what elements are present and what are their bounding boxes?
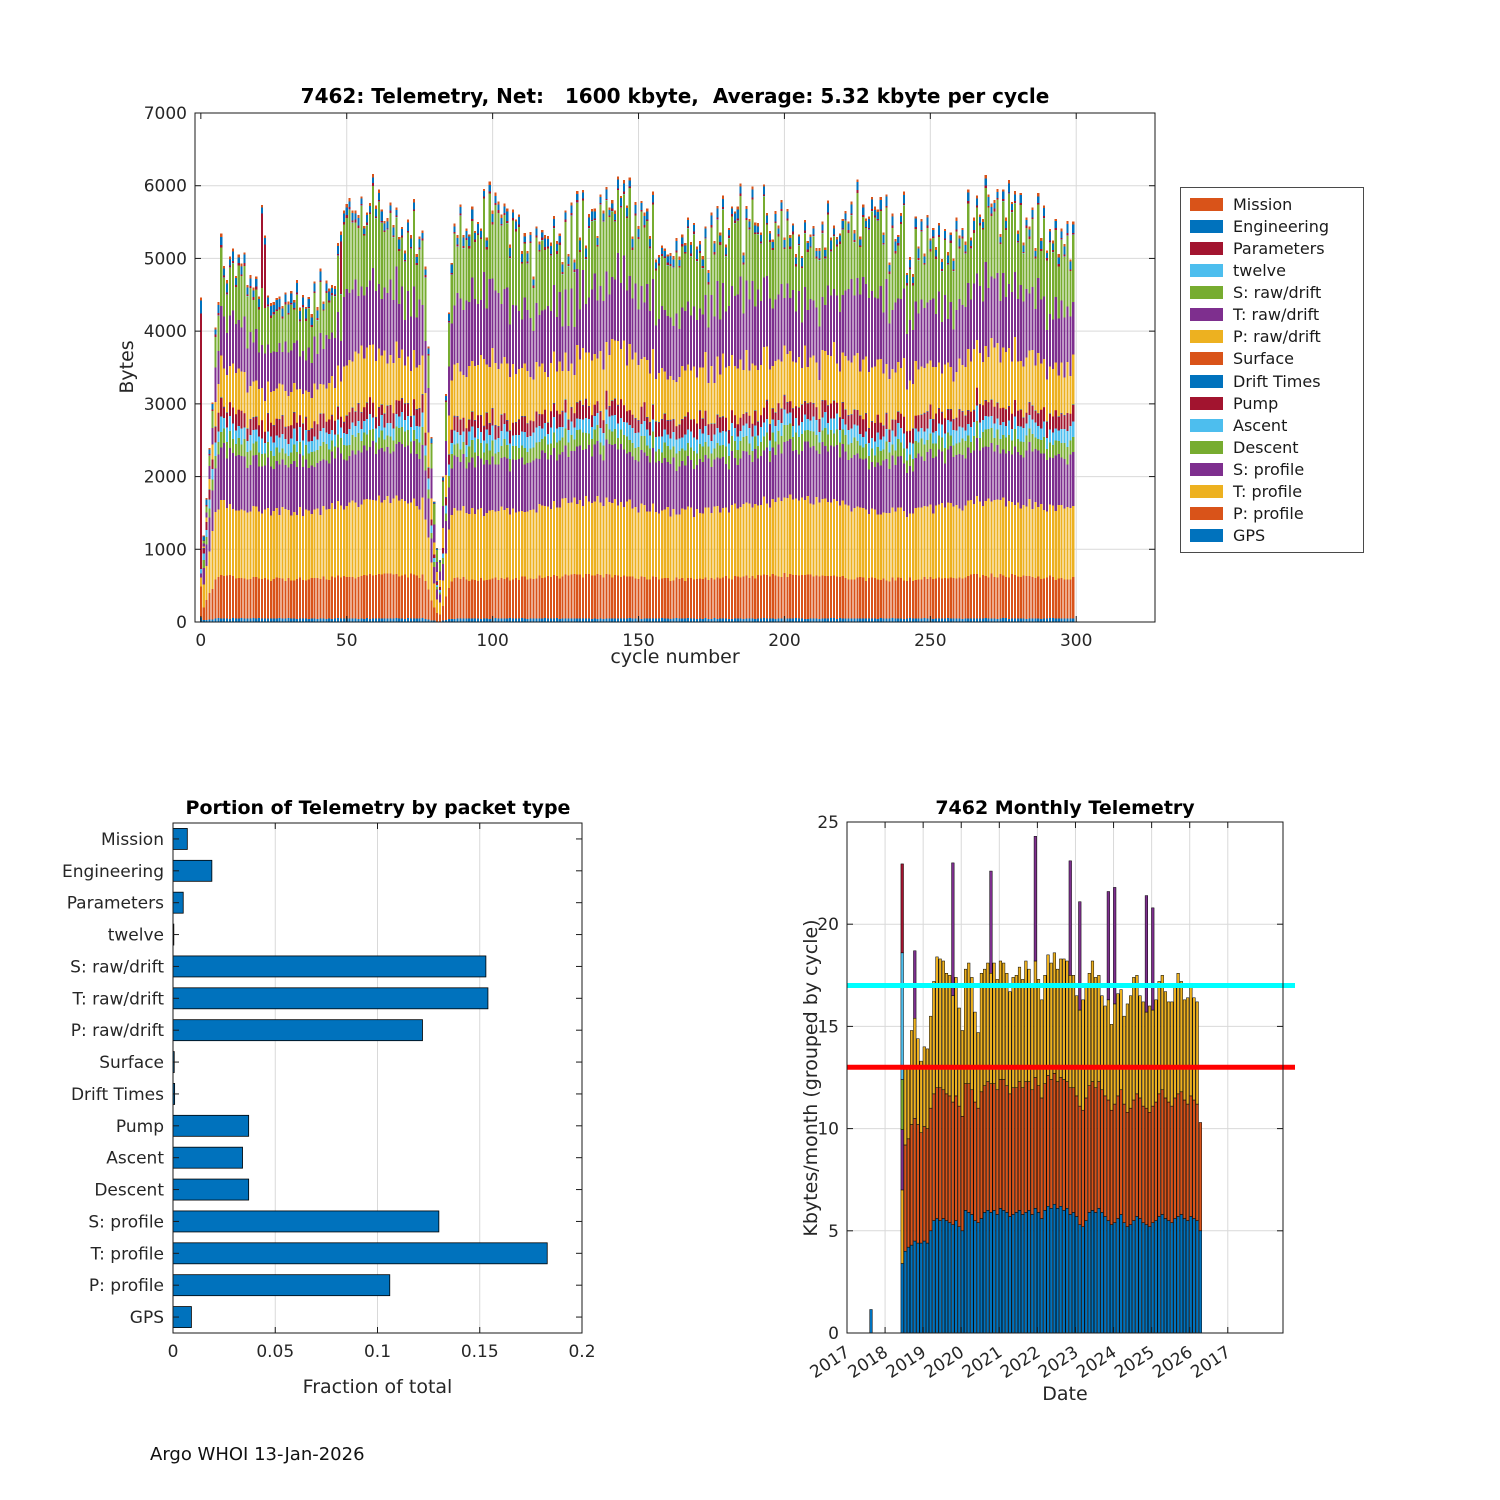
portion-chart [62, 823, 596, 1362]
legend-entry-twelve [1181, 260, 1363, 280]
cycle-chart-xlabel: cycle number [610, 646, 740, 668]
legend-entry-p-raw-drift [1181, 327, 1363, 347]
svg-text:100: 100 [476, 631, 509, 651]
legend-swatch [1190, 308, 1223, 321]
svg-text:0.15: 0.15 [460, 1342, 499, 1362]
legend-entry-engineering [1181, 216, 1363, 236]
legend-swatch [1190, 352, 1223, 365]
legend-entry-p-profile [1181, 504, 1363, 524]
svg-text:5000: 5000 [143, 249, 187, 270]
legend-label: Drift Times [1233, 371, 1321, 391]
svg-text:T: raw/drift: T: raw/drift [72, 989, 164, 1010]
svg-text:1000: 1000 [143, 540, 187, 561]
legend-swatch [1190, 463, 1223, 476]
svg-text:Parameters: Parameters [66, 893, 164, 914]
legend-swatch [1190, 397, 1223, 410]
legend-label: Pump [1233, 393, 1279, 413]
fraction-bar-descent [173, 1179, 249, 1200]
svg-text:0.2: 0.2 [568, 1342, 596, 1362]
legend-entry-ascent [1181, 415, 1363, 435]
svg-text:Engineering: Engineering [62, 861, 164, 882]
legend-label: twelve [1233, 260, 1286, 280]
fraction-bar-s-profile [173, 1211, 439, 1232]
fraction-bar-pump [173, 1115, 249, 1136]
fraction-bar-ascent [173, 1147, 243, 1168]
legend-swatch [1190, 220, 1223, 233]
svg-text:P: raw/drift: P: raw/drift [70, 1021, 164, 1042]
fraction-bar-p-profile [173, 1275, 390, 1296]
legend-label: S: profile [1233, 460, 1305, 480]
legend-label: Descent [1233, 437, 1299, 457]
fraction-bar-t-raw-drift [173, 988, 488, 1009]
svg-text:7000: 7000 [143, 104, 187, 124]
legend-label: GPS [1233, 526, 1266, 546]
legend-entry-t-raw-drift [1181, 305, 1363, 325]
svg-text:6000: 6000 [143, 176, 187, 197]
legend-swatch [1190, 507, 1223, 520]
portion-chart-xlabel: Fraction of total [302, 1376, 453, 1398]
legend-entry-surface [1181, 349, 1363, 369]
svg-text:0: 0 [195, 631, 207, 651]
legend-entry-parameters [1181, 238, 1363, 258]
svg-text:2000: 2000 [143, 467, 187, 488]
svg-text:0: 0 [176, 613, 187, 633]
svg-text:200: 200 [768, 631, 801, 651]
legend-label: P: raw/drift [1233, 327, 1321, 347]
legend-entry-gps [1181, 526, 1363, 546]
cycle-chart-title: 7462: Telemetry, Net: 1600 kbyte, Average: 5.32 kbyte per cycle [300, 84, 1050, 108]
legend-entry-drift-times [1181, 371, 1363, 391]
legend-entry-mission [1181, 194, 1363, 214]
svg-text:twelve: twelve [107, 925, 164, 946]
svg-text:0.1: 0.1 [363, 1342, 392, 1362]
legend-label: Parameters [1233, 238, 1325, 258]
svg-text:50: 50 [335, 631, 358, 651]
svg-text:150: 150 [622, 631, 655, 651]
svg-text:S: profile: S: profile [88, 1212, 164, 1233]
legend-label: S: raw/drift [1233, 283, 1322, 303]
telemetry-legend [1180, 187, 1364, 553]
svg-text:0.05: 0.05 [256, 1342, 295, 1362]
legend-entry-descent [1181, 437, 1363, 457]
svg-text:300: 300 [1059, 631, 1093, 651]
legend-swatch [1190, 485, 1223, 498]
legend-label: Mission [1233, 194, 1293, 214]
legend-entry-s-raw-drift [1181, 283, 1363, 303]
legend-entry-pump [1181, 393, 1363, 413]
legend-swatch [1190, 529, 1223, 542]
monthly-chart-ylabel: Kbytes/month (grouped by cycle) [800, 919, 822, 1237]
legend-swatch [1190, 286, 1223, 299]
legend-label: Surface [1233, 349, 1294, 369]
legend-label: T: raw/drift [1233, 305, 1320, 325]
svg-text:0: 0 [167, 1342, 179, 1362]
svg-text:Mission: Mission [100, 829, 164, 850]
legend-entry-s-profile [1181, 460, 1363, 480]
legend-swatch [1190, 441, 1223, 454]
bars-group [200, 174, 1075, 622]
monthly-chart-title: 7462 Monthly Telemetry [935, 797, 1195, 819]
legend-swatch [1190, 419, 1223, 432]
legend-swatch [1190, 330, 1223, 343]
svg-text:Surface: Surface [99, 1053, 164, 1074]
svg-text:4000: 4000 [143, 322, 187, 343]
legend-entry-t-profile [1181, 482, 1363, 502]
legend-label: T: profile [1233, 482, 1303, 502]
legend-swatch [1190, 198, 1223, 211]
legend-label: Ascent [1233, 415, 1288, 435]
cycle-chart [144, 104, 1155, 651]
portion-chart-title: Portion of Telemetry by packet type [185, 797, 571, 819]
footer-text: Argo WHOI 13-Jan-2026 [150, 1444, 365, 1465]
cycle-chart-ylabel: Bytes [116, 340, 138, 394]
legend-swatch [1190, 375, 1223, 388]
legend-label: Engineering [1233, 216, 1329, 236]
svg-text:250: 250 [914, 631, 947, 651]
svg-text:3000: 3000 [143, 394, 187, 415]
fraction-bar-s-raw-drift [173, 956, 486, 977]
legend-swatch [1190, 242, 1223, 255]
svg-text:Ascent: Ascent [106, 1148, 164, 1169]
monthly-chart-xlabel: Date [1042, 1383, 1088, 1405]
legend-swatch [1190, 264, 1223, 277]
svg-text:Descent: Descent [94, 1180, 164, 1201]
svg-text:S: raw/drift: S: raw/drift [70, 957, 164, 978]
bars-group [173, 828, 547, 1327]
fraction-bar-t-profile [173, 1243, 547, 1264]
bars-group [870, 836, 1202, 1333]
svg-text:Drift Times: Drift Times [70, 1084, 164, 1105]
fraction-bar-p-raw-drift [173, 1020, 422, 1041]
legend-label: P: profile [1233, 504, 1304, 524]
svg-text:Pump: Pump [115, 1116, 164, 1137]
monthly-chart [807, 813, 1295, 1383]
